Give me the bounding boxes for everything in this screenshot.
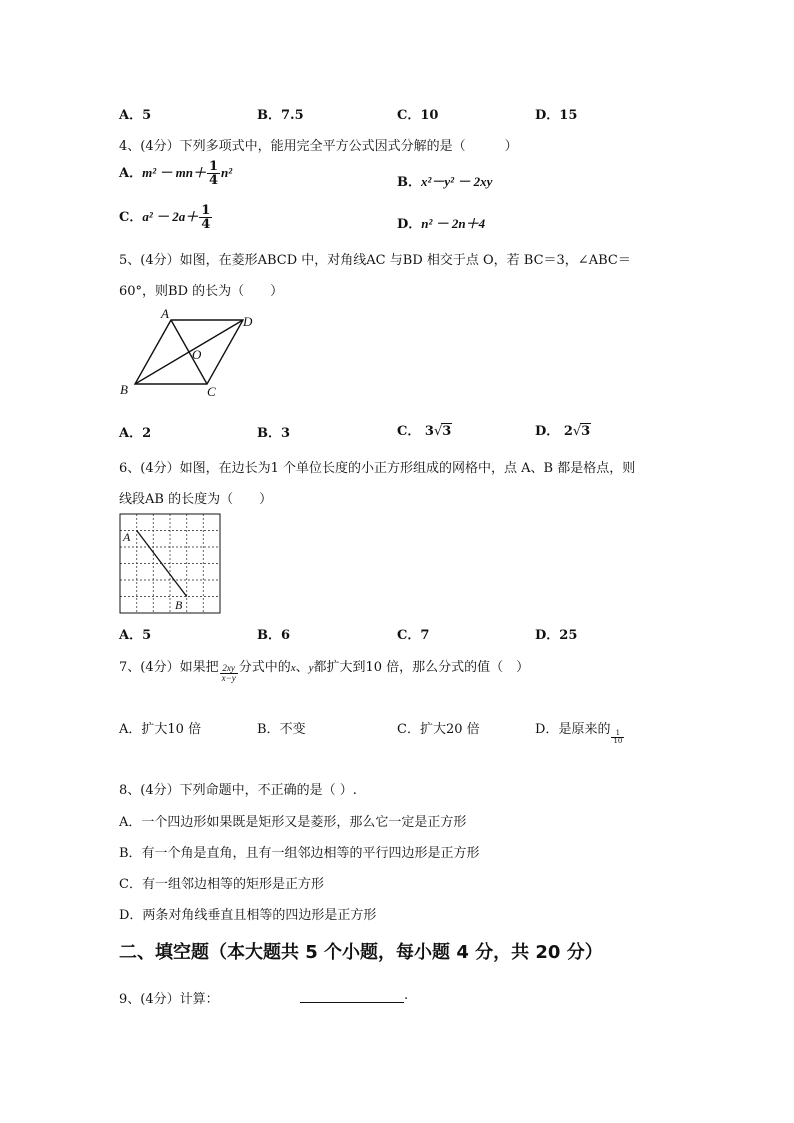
q5-option-c: C． 3√3	[397, 424, 452, 439]
label-a: A	[161, 306, 169, 321]
q6-option-c: C．7	[397, 628, 430, 643]
q5-option-b: B．3	[257, 426, 291, 441]
label-d: D	[243, 314, 253, 329]
q6-option-d: D．25	[535, 628, 578, 643]
q6-stem-line1: 6、(4分）如图，在边长为1 个单位长度的小正方形组成的网格中，点 A、B 都是格点，则	[119, 461, 636, 476]
q5-option-d: D． 2√3	[535, 424, 591, 439]
section-2-title: 二、填空题（本大题共 5 个小题，每小题 4 分，共 20 分）	[119, 942, 603, 963]
q4-option-b: B．x²－y² － 2xy	[397, 174, 493, 190]
q5-stem-line1: 5、(4分）如图，在菱形ABCD 中，对角线AC 与BD 相交于点 O，若 BC＝3，∠ABC＝	[119, 253, 631, 268]
q3-option-c: C．10	[397, 108, 439, 123]
q7-option-c: C．扩大20 倍	[397, 722, 480, 737]
q8-stem: 8、(4分）下列命题中，不正确的是（ ）.	[119, 783, 357, 798]
q4-stem: 4、(4分）下列多项式中，能用完全平方公式因式分解的是（ ）	[119, 139, 518, 154]
q3-option-a: A．5	[119, 108, 152, 123]
q8-option-d: D．两条对角线垂直且相等的四边形是正方形	[119, 908, 377, 923]
q7-option-b: B．不变	[257, 722, 306, 737]
q8-option-b: B．有一个角是直角，且有一组邻边相等的平行四边形是正方形	[119, 846, 480, 861]
q4-option-c: C．a² － 2a＋ $\frac{1}{4}$	[119, 203, 211, 232]
q3-option-b: B．7.5	[257, 108, 304, 123]
q4-option-d: D．n² － 2n＋4	[397, 216, 486, 232]
q8-option-c: C．有一组邻边相等的矩形是正方形	[119, 877, 324, 892]
diagonal-bd	[135, 320, 243, 384]
grid-label-a: A	[123, 530, 131, 544]
grid-label-b: B	[175, 598, 183, 612]
q6-option-b: B．6	[257, 628, 291, 643]
q5-stem-line2: 60°，则BD 的长为（ ）	[119, 284, 284, 299]
q4-option-a: A．m² － mn＋ $\frac{1}{4}$ n²	[119, 159, 233, 188]
grid-figure	[118, 512, 224, 616]
q7-option-d: D．是原来的 $\frac{1}{10}$	[535, 722, 623, 745]
label-o: O	[192, 347, 202, 362]
q6-option-a: A．5	[119, 628, 152, 643]
q5-option-a: A．2	[119, 426, 152, 441]
q9-answer-blank[interactable]: .	[300, 988, 408, 1003]
label-b: B	[120, 382, 128, 397]
q9-stem: 9、(4分）计算：	[119, 992, 219, 1007]
rhombus-figure	[115, 306, 265, 402]
q7-option-a: A．扩大10 倍	[119, 722, 202, 737]
q8-option-a: A．一个四边形如果既是矩形又是菱形，那么它一定是正方形	[119, 815, 467, 830]
q3-option-d: D．15	[535, 108, 578, 123]
label-c: C	[207, 384, 216, 399]
q6-stem-line2: 线段AB 的长度为（ ）	[119, 492, 273, 507]
q7-stem: 7、(4分）如果把 $\frac{2xy}{x-y}$ 分式中的x、y都扩大到10 倍，那么分式的值（ ）	[119, 660, 530, 683]
